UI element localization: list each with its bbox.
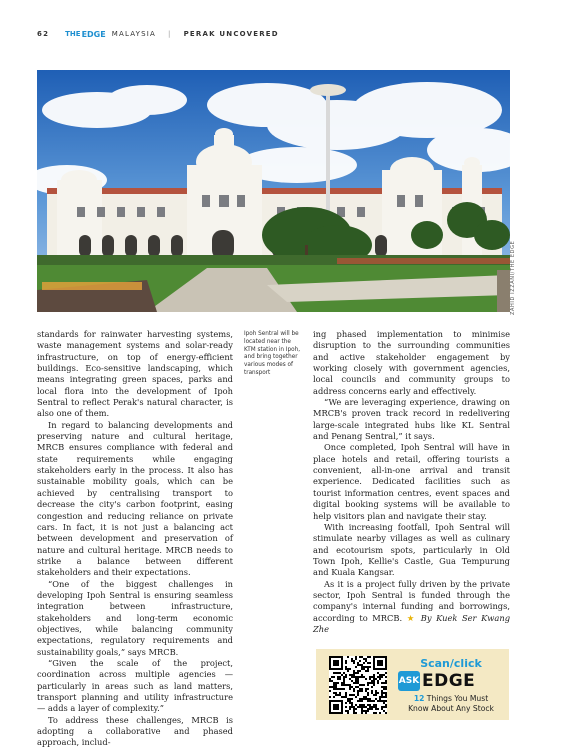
station-illustration	[37, 70, 510, 312]
paragraph: standards for rainwater harvesting systems, waste management systems and solar-ready infrastructure, on top of energy-efficient buildings. Eco-sensitive landscaping, which means integrating green spaces, parks and local flora into the development of Ipoh Sentral to reflect Perak's natural character, is also one of them.	[37, 329, 233, 419]
ask-edge-ad[interactable]	[316, 649, 509, 720]
paragraph: ing phased implementation to minimise disruption to the surrounding communities and active stakeholder engagement by working closely with government agencies, local councils and community groups to address concerns early and effectively.	[313, 329, 510, 396]
photo-credit: ZAHID IZZANI/THE EDGE	[510, 240, 516, 315]
paragraph: In regard to balancing developments and preserving nature and cultural heritage, MRCB ensures compliance with federal and state requirements while engaging stakeholders early in the process. It also has sustainable mobility goals, which can be achieved by centralising transport to decrease the city's carbon footprint, easing congestion and reducing reliance on private cars. In fact, it is not just a balancing act between development and preservation of nature and cultural heritage. MRCB needs to strike a balance between different stakeholders and their expectations.	[37, 419, 233, 578]
brand-edge: EDGE	[81, 29, 106, 39]
edge-wordmark: EDGE	[422, 671, 476, 691]
ad-tagline-rest: Things You Must	[424, 694, 489, 703]
byline: By Kuek Ser Kwang Zhe	[313, 612, 511, 634]
qr-code-icon[interactable]	[329, 656, 387, 714]
article-column-1	[37, 329, 233, 749]
article-column-2	[313, 329, 510, 635]
paragraph: “Given the scale of the project, coordination across multiple agencies — particularly in areas such as land matters, transport planning and utility infrastructure — adds a layer of complexity.”	[37, 657, 233, 714]
ask-edge-logo	[398, 671, 475, 691]
photo-caption: Ipoh Sentral will be located near the KTM station in Ipoh, and bring together various modes of transport	[244, 331, 301, 376]
page-number: 62	[37, 30, 50, 38]
paragraph-text: As it is a project fully driven by the private sector, Ipoh Sentral is funded through the company's internal funding and borrowings, according to MRCB.	[313, 578, 510, 623]
brand-the: THE	[65, 30, 81, 38]
station-photo	[37, 70, 510, 312]
paragraph: With increasing footfall, Ipoh Sentral will stimulate nearby villages as well as culinary and ecotourism spots, particularly in Old Town Ipoh, Kellie's Castle, Gua Tempurung and Kuala Kangsar.	[313, 521, 510, 578]
scan-click-label: Scan/click	[420, 657, 482, 670]
paragraph: To address these challenges, MRCB is adopting a collaborative and phased approach, includ-	[37, 714, 233, 748]
ad-tagline-2: Know About Any Stock	[408, 704, 494, 713]
byline-star-icon: ★	[406, 612, 417, 623]
paragraph-last	[313, 579, 510, 636]
section-title: PERAK UNCOVERED	[183, 30, 279, 38]
brand-country: MALAYSIA	[111, 30, 157, 38]
ask-badge: ASK	[398, 671, 420, 691]
ad-tagline-1	[396, 694, 506, 703]
paragraph: Once completed, Ipoh Sentral will have in place hotels and retail, offering tourists a convenient, all-in-one arrival and transit experience. Dedicated facilities such as tourist information centres, event spaces and digital booking systems will be available to help visitors plan and navigate their stay.	[313, 442, 510, 521]
paragraph: “One of the biggest challenges in developing Ipoh Sentral is ensuring seamless integration between infrastructure, stakeholders and long-term economic objectives, while balancing community expectations, regulatory requirements and sustainability goals,” says MRCB.	[37, 578, 233, 657]
header-separator: |	[168, 30, 172, 38]
ad-number: 12	[413, 694, 425, 703]
running-header	[37, 27, 279, 41]
paragraph: “We are leveraging experience, drawing on MRCB's proven track record in redelivering large-scale integrated hubs like KL Sentral and Penang Sentral,” it says.	[313, 397, 510, 442]
qr-code-graphic	[329, 656, 387, 714]
